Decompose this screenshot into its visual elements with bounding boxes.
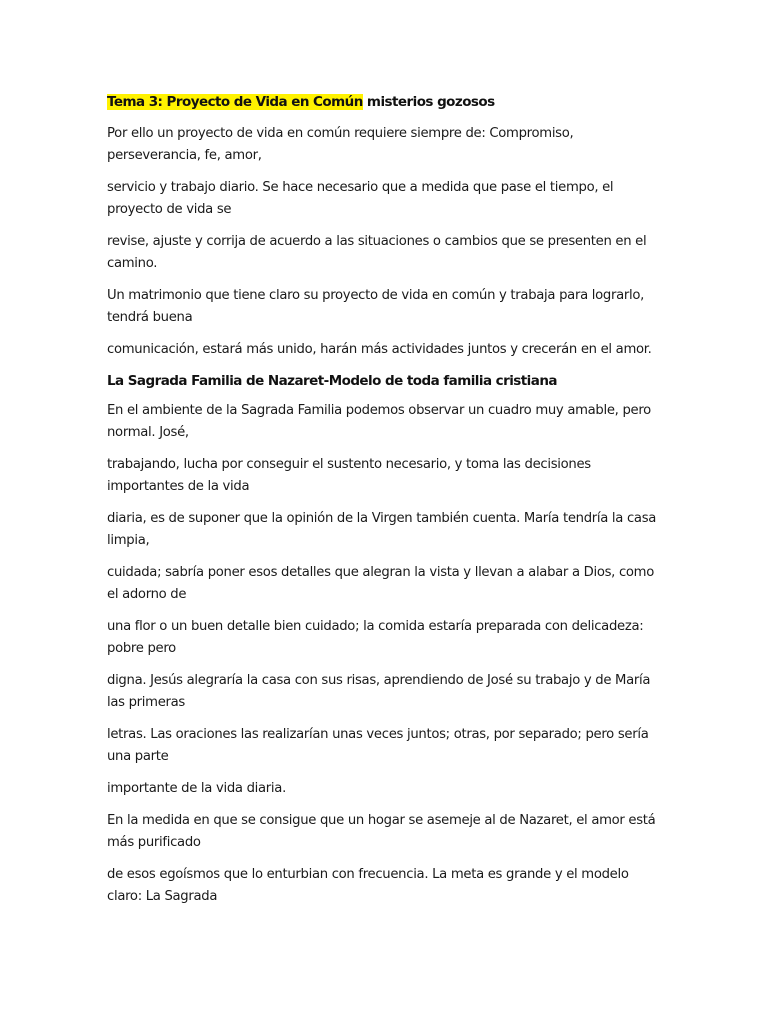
paragraph: En el ambiente de la Sagrada Familia podemos observar un cuadro muy amable, pero normal. José, [107, 403, 651, 440]
section-1-paragraphs [107, 123, 667, 361]
section-heading-tema-3 [107, 92, 667, 112]
paragraph: En la medida en que se consigue que un hogar se asemeje al de Nazaret, el amor está más purificado [107, 813, 656, 850]
paragraph: comunicación, estará más unido, harán más actividades juntos y crecerán en el amor. [107, 342, 652, 357]
paragraph: trabajando, lucha por conseguir el sustento necesario, y toma las decisiones importantes de la vida [107, 457, 591, 494]
paragraph: Por ello un proyecto de vida en común requiere siempre de: Compromiso, perseverancia, fe, amor, [107, 126, 574, 163]
paragraph: revise, ajuste y corrija de acuerdo a las situaciones o cambios que se presenten en el camino. [107, 234, 647, 271]
paragraph: Un matrimonio que tiene claro su proyecto de vida en común y trabaja para lograrlo, tendrá buena [107, 288, 644, 325]
paragraph: digna. Jesús alegraría la casa con sus risas, aprendiendo de José su trabajo y de María las primeras [107, 673, 651, 710]
section-2-paragraphs [107, 400, 667, 908]
highlighted-title: Tema 3: Proyecto de Vida en Común [107, 94, 363, 110]
section-heading-sagrada-familia: La Sagrada Familia de Nazaret-Modelo de toda familia cristiana [107, 373, 557, 389]
paragraph: servicio y trabajo diario. Se hace necesario que a medida que pase el tiempo, el proyecto de vida se [107, 180, 614, 217]
title-suffix: misterios gozosos [362, 94, 495, 110]
paragraph: cuidada; sabría poner esos detalles que alegran la vista y llevan a alabar a Dios, como el adorno de [107, 565, 654, 602]
paragraph: de esos egoísmos que lo enturbian con frecuencia. La meta es grande y el modelo claro: La Sagrada [107, 867, 629, 904]
paragraph: letras. Las oraciones las realizarían unas veces juntos; otras, por separado; pero sería una parte [107, 727, 649, 764]
paragraph: importante de la vida diaria. [107, 781, 286, 796]
paragraph: diaria, es de suponer que la opinión de la Virgen también cuenta. María tendría la casa limpia, [107, 511, 657, 548]
paragraph: una flor o un buen detalle bien cuidado; la comida estaría preparada con delicadeza: pobre pero [107, 619, 644, 656]
document-body [107, 92, 667, 918]
